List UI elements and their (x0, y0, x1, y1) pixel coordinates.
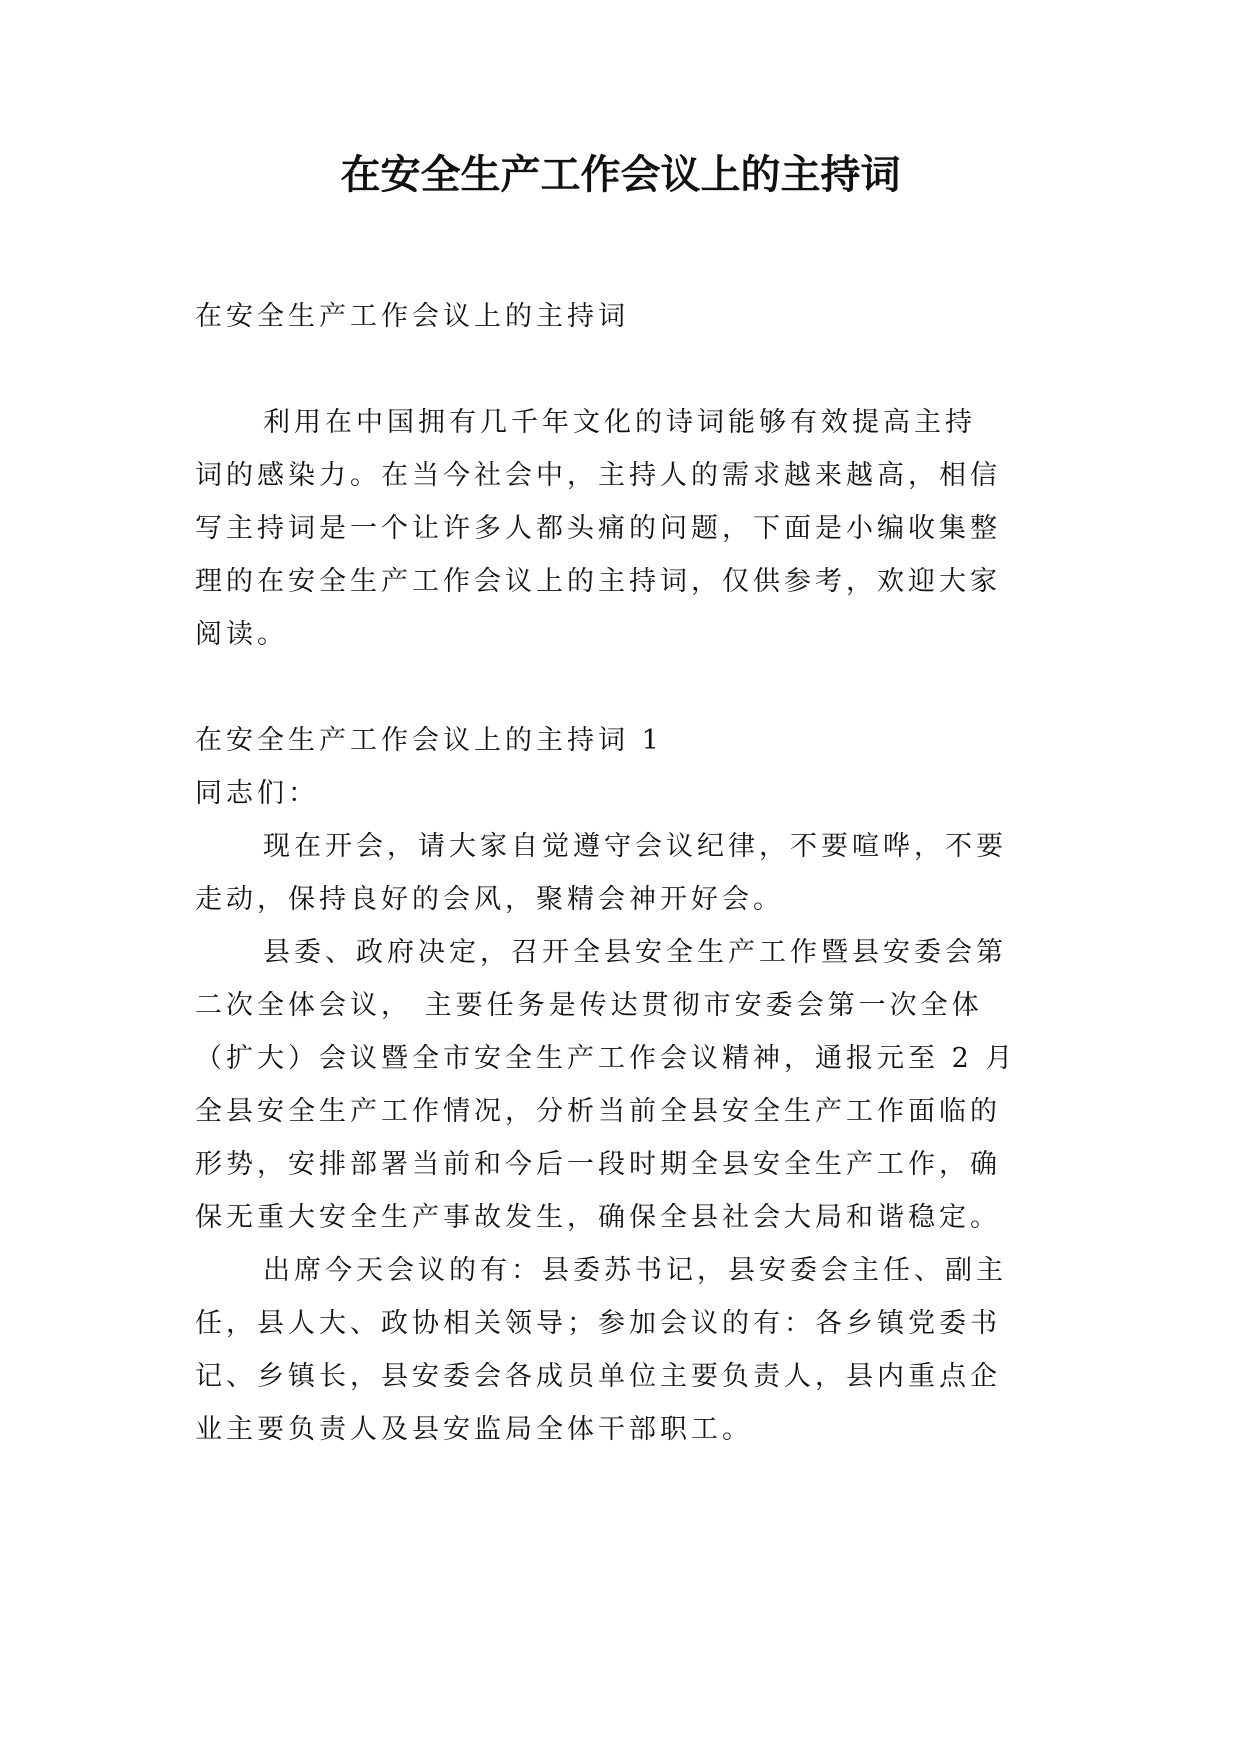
intro-line: 利用在中国拥有几千年文化的诗词能够有效提高主持 (263, 407, 976, 438)
paragraph-line: 走动，保持良好的会风，聚精会神开好会。 (195, 884, 784, 915)
paragraph-line: 出席今天会议的有：县委苏书记，县安委会主任、副主 (263, 1255, 1007, 1286)
paragraph-1 (195, 820, 1045, 926)
intro-paragraph (195, 396, 1045, 661)
paragraph-line: 形势，安排部署当前和今后一段时期全县安全生产工作，确 (195, 1149, 1001, 1180)
paragraph-line: 保无重大安全生产事故发生，确保全县社会大局和谐稳定。 (195, 1202, 1001, 1233)
document-title: 在安全生产工作会议上的主持词 (340, 152, 901, 198)
intro-line: 词的感染力。在当今社会中，主持人的需求越来越高，相信 (195, 460, 1001, 491)
spacer (195, 661, 1045, 714)
paragraph-line: 二次全体会议， 主要任务是传达贯彻市安委会第一次全体 (195, 990, 983, 1021)
document-subtitle: 在安全生产工作会议上的主持词 (195, 301, 629, 332)
paragraph-3 (195, 1244, 1045, 1456)
intro-line: 理的在安全生产工作会议上的主持词，仅供参考，欢迎大家 (195, 566, 1001, 597)
paragraph-line: 县委、政府决定，召开全县安全生产工作暨县安委会第 (263, 937, 1007, 968)
paragraph-line: 现在开会，请大家自觉遵守会议纪律，不要喧哗，不要 (263, 831, 1007, 862)
document-body (195, 290, 1045, 1456)
salutation: 同志们： (195, 778, 319, 809)
paragraph-line: 任，县人大、政协相关领导；参加会议的有：各乡镇党委书 (195, 1308, 1001, 1339)
intro-line: 阅读。 (195, 619, 288, 650)
paragraph-2 (195, 926, 1045, 1244)
intro-line: 写主持词是一个让许多人都头痛的问题，下面是小编收集整 (195, 513, 1001, 544)
paragraph-line: 记、乡镇长，县安委会各成员单位主要负责人，县内重点企 (195, 1361, 1001, 1392)
spacer (195, 343, 1045, 396)
paragraph-line: 全县安全生产工作情况，分析当前全县安全生产工作面临的 (195, 1096, 1001, 1127)
section-heading: 在安全生产工作会议上的主持词 1 (195, 725, 663, 756)
paragraph-line: 业主要负责人及县安监局全体干部职工。 (195, 1414, 753, 1445)
paragraph-line: （扩大）会议暨全市安全生产工作会议精神，通报元至 2 月 (195, 1043, 1017, 1074)
